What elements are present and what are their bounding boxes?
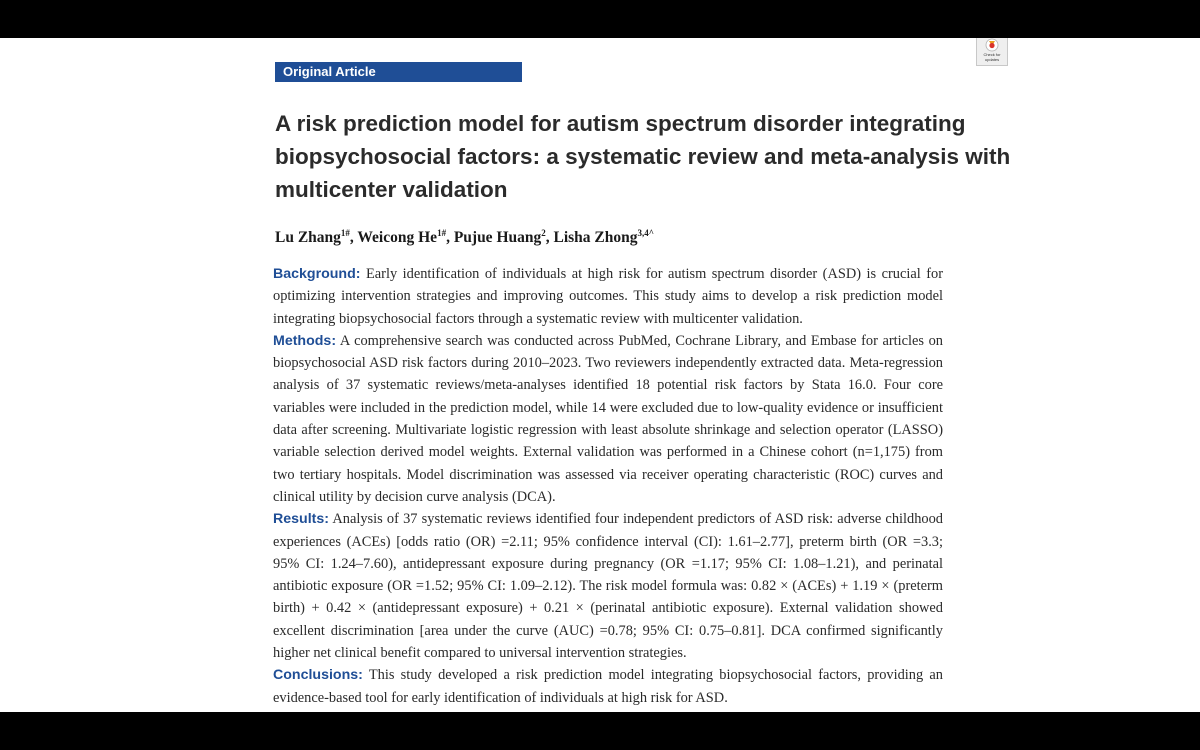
author-separator: , <box>545 229 554 246</box>
crossmark-icon <box>985 38 999 52</box>
author-separator: , <box>446 229 454 246</box>
abstract-background <box>273 263 943 330</box>
author-name[interactable]: Weicong He <box>357 229 438 246</box>
section-text: A comprehensive search was conducted across PubMed, Cochrane Library, and Embase for articles on biopsychosocial ASD risk factors during 2010–2023. Two reviewers independently extracted data. Meta-regression analysis of 37 systematic reviews/meta-analyses identified 18 potential risk factors by Stata 16.0. Four core variables were included in the prediction model, while 14 were excluded due to low-quality evidence or insufficient data after screening. Multivariate logistic regression with least absolute shrinkage and selection operator (LASSO) variable selection derived model weights. External validation was performed in a Chinese cohort (n=1,175) from two tertiary hospitals. Model discrimination was assessed via receiver operating characteristic (ROC) curves and clinical utility by decision curve analysis (DCA). <box>273 332 943 505</box>
section-heading: Results: <box>273 511 329 528</box>
author-separator: , <box>349 229 358 246</box>
author-affiliation: 3,4^ <box>637 227 654 238</box>
section-heading: Conclusions: <box>273 667 363 684</box>
abstract-results <box>273 508 943 664</box>
abstract-conclusions <box>273 664 943 709</box>
check-updates-label: Check for updates <box>983 52 1001 62</box>
author-affiliation: 2 <box>541 227 546 238</box>
author-name[interactable]: Lu Zhang <box>275 229 341 246</box>
abstract-methods <box>273 330 943 508</box>
check-for-updates-badge[interactable] <box>976 38 1008 66</box>
section-heading: Methods: <box>273 332 337 349</box>
author-affiliation: 1# <box>340 227 350 238</box>
author-name[interactable]: Pujue Huang <box>453 229 542 246</box>
article-page <box>0 38 1200 712</box>
author-list <box>275 226 975 250</box>
abstract <box>273 263 943 709</box>
author-affiliation: 1# <box>437 227 447 238</box>
section-text: Analysis of 37 systematic reviews identified four independent predictors of ASD risk: adverse childhood experiences (ACEs) [odds ratio (OR) =2.11; 95% confidence interval (CI): 1.61–2.77], preterm birth (OR =3.3; 95% CI: 1.24–7.60), antidepressant exposure during pregnancy (OR =1.17; 95% CI: 1.08–1.21), and perinatal antibiotic exposure (OR =1.52; 95% CI: 1.09–2.12). The risk model formula was: 0.82 × (ACEs) + 1.19 × (preterm birth) + 0.42 × (antidepressant exposure) + 0.21 × (perinatal antibiotic exposure). External validation showed excellent discrimination [area under the curve (AUC) =0.78; 95% CI: 0.75–0.81]. DCA confirmed significantly higher net clinical benefit compared to universal intervention strategies. <box>273 511 943 662</box>
section-text: This study developed a risk prediction model integrating biopsychosocial factors, providing an evidence-based tool for early identification of individuals at high risk for ASD. <box>273 667 943 706</box>
article-title: A risk prediction model for autism spectrum disorder integrating biopsychosocial factors: a systematic review and meta-analysis with multicenter validation <box>275 111 1011 202</box>
article-type-banner: Original Article <box>275 62 522 82</box>
author-name[interactable]: Lisha Zhong <box>553 229 638 246</box>
section-heading: Background: <box>273 266 361 282</box>
section-text: Early identification of individuals at high risk for autism spectrum disorder (ASD) is crucial for optimizing intervention strategies and improving outcomes. This study aims to develop a risk prediction model integrating biopsychosocial factors through a systematic review with multicenter validation. <box>273 266 943 327</box>
